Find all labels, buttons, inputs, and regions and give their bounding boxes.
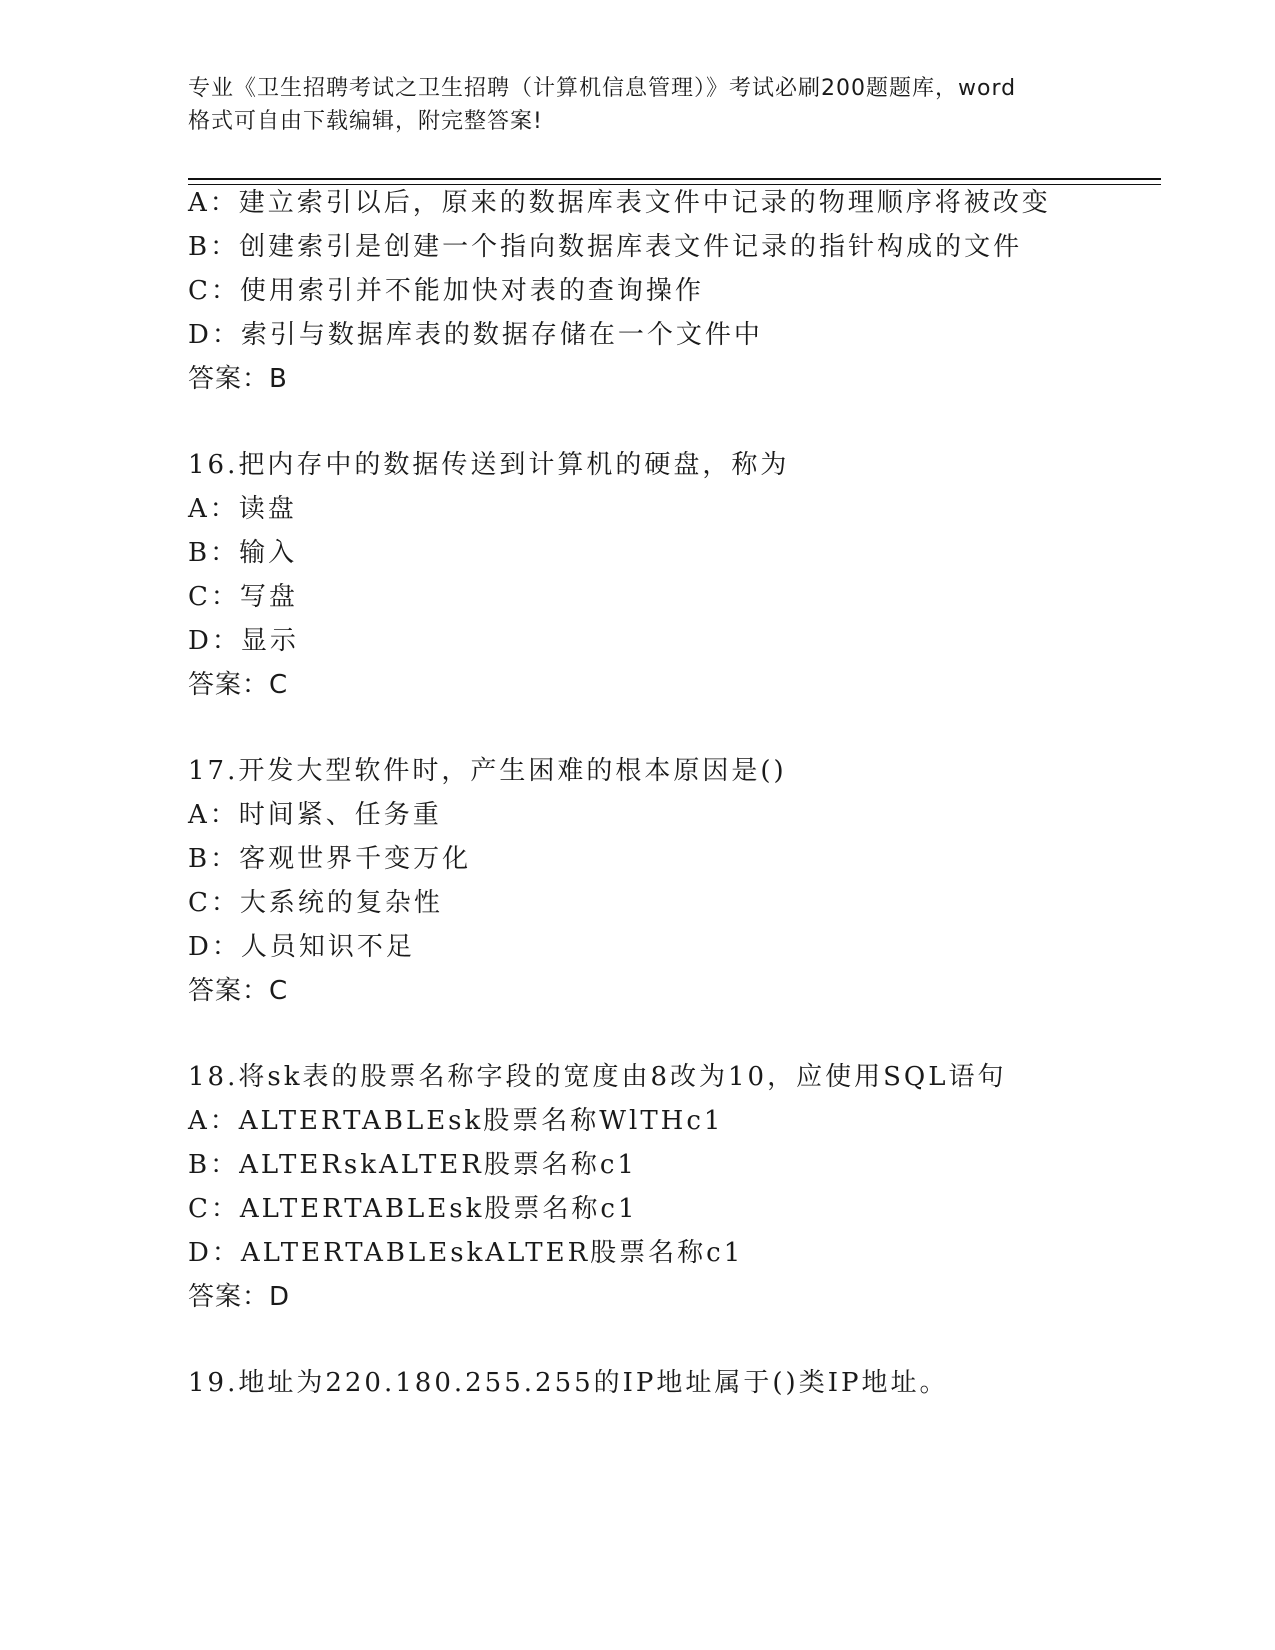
q17-option-c: C：大系统的复杂性	[188, 888, 443, 918]
q17-question: 17.开发大型软件时，产生困难的根本原因是()	[188, 756, 787, 786]
q19-question: 19.地址为220.180.255.255的IP地址属于()类IP地址。	[188, 1368, 949, 1398]
q18-answer: 答案：D	[188, 1282, 291, 1312]
q17-option-a: A：时间紧、任务重	[188, 800, 442, 830]
q18-option-a: A：ALTERTABLEsk股票名称WlTHc1	[188, 1106, 724, 1136]
q18-option-d: D：ALTERTABLEskALTER股票名称c1	[188, 1238, 744, 1268]
header-line-2: 格式可自由下载编辑，附完整答案!	[188, 109, 543, 134]
q17-answer: 答案：C	[188, 976, 289, 1006]
header-divider	[188, 178, 1161, 185]
q15-option-a: A：建立索引以后，原来的数据库表文件中记录的物理顺序将被改变	[188, 188, 1051, 218]
header-line-1: 专业《卫生招聘考试之卫生招聘（计算机信息管理）》考试必刷200题题库，word	[188, 76, 1017, 101]
q15-answer: 答案：B	[188, 364, 288, 394]
q16-option-a: A：读盘	[188, 494, 297, 524]
q16-question: 16.把内存中的数据传送到计算机的硬盘，称为	[188, 450, 790, 480]
q15-option-b: B：创建索引是创建一个指向数据库表文件记录的指针构成的文件	[188, 232, 1023, 262]
document-header	[188, 72, 1088, 138]
q17-option-b: B：客观世界千变万化	[188, 844, 472, 874]
q18-option-c: C：ALTERTABLEsk股票名称c1	[188, 1194, 638, 1224]
q18-question: 18.将sk表的股票名称字段的宽度由8改为10，应使用SQL语句	[188, 1062, 1007, 1092]
q16-answer: 答案：C	[188, 670, 289, 700]
q16-option-d: D：显示	[188, 626, 299, 656]
q15-option-d: D：索引与数据库表的数据存储在一个文件中	[188, 320, 763, 350]
q16-option-b: B：输入	[188, 538, 298, 568]
q15-option-c: C：使用索引并不能加快对表的查询操作	[188, 276, 704, 306]
q17-option-d: D：人员知识不足	[188, 932, 415, 962]
q16-option-c: C：写盘	[188, 582, 298, 612]
q18-option-b: B：ALTERskALTER股票名称c1	[188, 1150, 637, 1180]
